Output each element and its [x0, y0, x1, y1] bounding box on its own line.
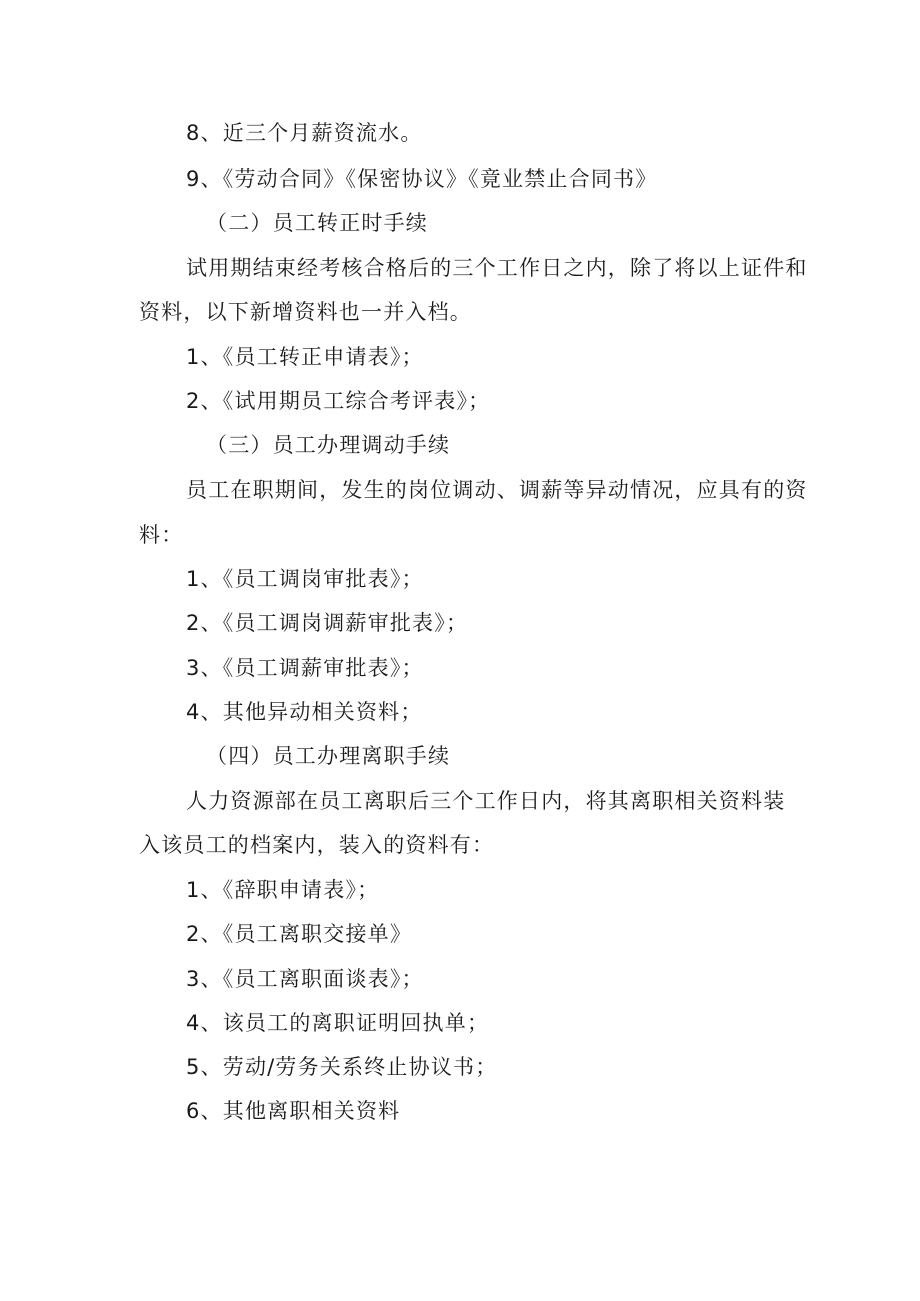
list-item: 5、劳动/劳务关系终止协议书；: [186, 1055, 498, 1079]
section-heading: （四）员工办理离职手续: [206, 744, 451, 768]
list-item: 6、其他离职相关资料: [186, 1099, 401, 1123]
paragraph-line: 试用期结束经考核合格后的三个工作日之内，除了将以上证件和: [186, 256, 808, 280]
paragraph-line: 资料，以下新增资料也一并入档。: [139, 300, 472, 324]
list-item: 2、《员工调岗调薪审批表》；: [186, 611, 469, 635]
list-item: 2、《试用期员工综合考评表》；: [186, 389, 491, 413]
paragraph-line: 料：: [139, 523, 184, 547]
paragraph-line: 员工在职期间，发生的岗位调动、调薪等异动情况，应具有的资: [186, 478, 808, 502]
paragraph-line: 入该员工的档案内，装入的资料有：: [139, 833, 495, 857]
list-item: 1、《员工调岗审批表》；: [186, 567, 424, 591]
list-item: 1、《员工转正申请表》；: [186, 345, 424, 369]
list-item: 1、《辞职申请表》；: [186, 878, 380, 902]
paragraph-line: 人力资源部在员工离职后三个工作日内，将其离职相关资料装: [186, 789, 786, 813]
list-item: 3、《员工离职面谈表》；: [186, 967, 424, 991]
list-item: 4、其他异动相关资料；: [186, 700, 423, 724]
list-item: 8、近三个月薪资流水。: [186, 121, 423, 145]
section-heading: （二）员工转正时手续: [206, 211, 428, 235]
list-item: 2、《员工离职交接单》: [186, 922, 413, 946]
list-item: 9、《劳动合同》《保密协议》《竟业禁止合同书》: [186, 167, 658, 191]
section-heading: （三）员工办理调动手续: [206, 433, 451, 457]
list-item: 4、该员工的离职证明回执单；: [186, 1011, 490, 1035]
list-item: 3、《员工调薪审批表》；: [186, 656, 424, 680]
